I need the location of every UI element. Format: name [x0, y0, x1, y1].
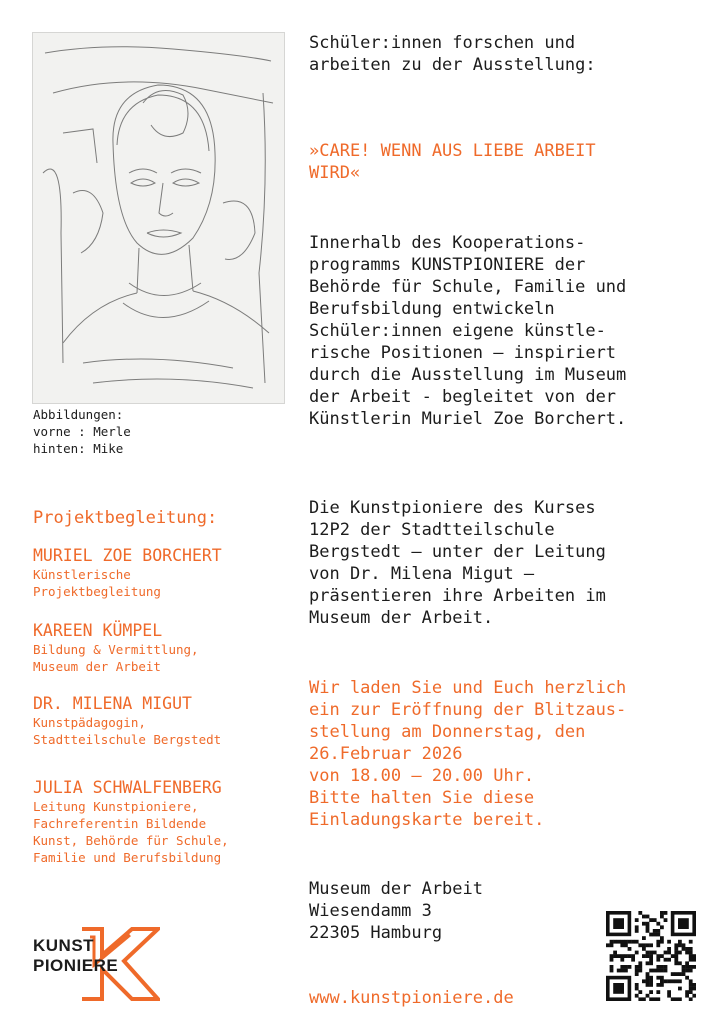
- member-name: KAREEN KÜMPEL: [33, 621, 163, 640]
- address-line: Wiesendamm 3: [309, 901, 432, 921]
- address-line: 22305 Hamburg: [309, 923, 443, 943]
- caption-line: Abbildungen:: [33, 407, 124, 422]
- member-role: Kunstpädagogin,: [33, 715, 146, 730]
- member-role: Fachreferentin Bildende: [33, 816, 207, 831]
- invitation-line: Wir laden Sie und Euch herzlich: [309, 678, 627, 698]
- invitation-line: 26.Februar 2026: [309, 744, 463, 764]
- intro-line: Schüler:innen forschen und: [309, 33, 576, 53]
- invitation-paragraph: [309, 677, 704, 831]
- title-line: »CARE! WENN AUS LIEBE ARBEIT: [309, 141, 596, 161]
- team-member: [33, 694, 303, 748]
- caption-line: hinten: Mike: [33, 441, 124, 456]
- course-paragraph: [309, 497, 704, 629]
- qr-code-icon: [606, 911, 696, 1001]
- paragraph-line: Museum der Arbeit.: [309, 608, 494, 628]
- sketch-svg: [33, 33, 284, 403]
- invitation-line: von 18.00 – 20.00 Uhr.: [309, 766, 535, 786]
- paragraph-line: rische Positionen – inspiriert: [309, 343, 617, 363]
- team-member: [33, 546, 303, 600]
- team-heading: Projektbegleitung:: [33, 508, 218, 528]
- member-name: DR. MILENA MIGUT: [33, 694, 192, 713]
- invitation-line: Bitte halten Sie diese: [309, 788, 535, 808]
- qr-code[interactable]: [606, 911, 696, 1001]
- exhibition-title: [309, 140, 704, 184]
- website-link[interactable]: www.kunstpioniere.de: [309, 988, 514, 1008]
- member-name: MURIEL ZOE BORCHERT: [33, 546, 222, 565]
- invitation-line: stellung am Donnerstag, den: [309, 722, 586, 742]
- paragraph-line: Bergstedt – unter der Leitung: [309, 542, 606, 562]
- member-role: Leitung Kunstpioniere,: [33, 799, 199, 814]
- paragraph-line: durch die Ausstellung im Museum: [309, 365, 627, 385]
- paragraph-line: von Dr. Milena Migut –: [309, 564, 535, 584]
- intro-line: arbeiten zu der Ausstellung:: [309, 55, 596, 75]
- image-captions: [33, 406, 131, 457]
- paragraph-line: programms KUNSTPIONIERE der: [309, 255, 586, 275]
- title-line: WIRD«: [309, 163, 361, 183]
- member-role: Projektbegleitung: [33, 584, 161, 599]
- description-paragraph: [309, 232, 704, 430]
- paragraph-line: Schüler:innen eigene künstle-: [309, 321, 606, 341]
- paragraph-line: Innerhalb des Kooperations-: [309, 233, 586, 253]
- paragraph-line: Künstlerin Muriel Zoe Borchert.: [309, 409, 627, 429]
- member-name: JULIA SCHWALFENBERG: [33, 778, 222, 797]
- address-block: [309, 878, 569, 944]
- member-role: Museum der Arbeit: [33, 659, 161, 674]
- paragraph-line: präsentieren ihre Arbeiten im: [309, 586, 606, 606]
- portrait-drawing: [32, 32, 285, 404]
- paragraph-line: 12P2 der Stadtteilschule: [309, 520, 555, 540]
- intro-text: [309, 32, 704, 76]
- member-role: Künstlerische: [33, 567, 131, 582]
- caption-line: vorne : Merle: [33, 424, 131, 439]
- paragraph-line: Berufsbildung entwickeln: [309, 299, 555, 319]
- team-member: [33, 778, 303, 866]
- invitation-line: ein zur Eröffnung der Blitzaus-: [309, 700, 627, 720]
- member-role: Familie und Berufsbildung: [33, 850, 222, 865]
- member-role: Stadtteilschule Bergstedt: [33, 732, 222, 747]
- paragraph-line: Die Kunstpioniere des Kurses: [309, 498, 596, 518]
- member-role: Kunst, Behörde für Schule,: [33, 833, 229, 848]
- invitation-line: Einladungskarte bereit.: [309, 810, 545, 830]
- member-role: Bildung & Vermittlung,: [33, 642, 199, 657]
- logo-word: PIONIERE: [33, 956, 119, 975]
- logo-word: KUNST: [33, 936, 95, 955]
- address-line: Museum der Arbeit: [309, 879, 483, 899]
- paragraph-line: der Arbeit - begleitet von der: [309, 387, 617, 407]
- team-member: [33, 621, 303, 675]
- paragraph-line: Behörde für Schule, Familie und: [309, 277, 627, 297]
